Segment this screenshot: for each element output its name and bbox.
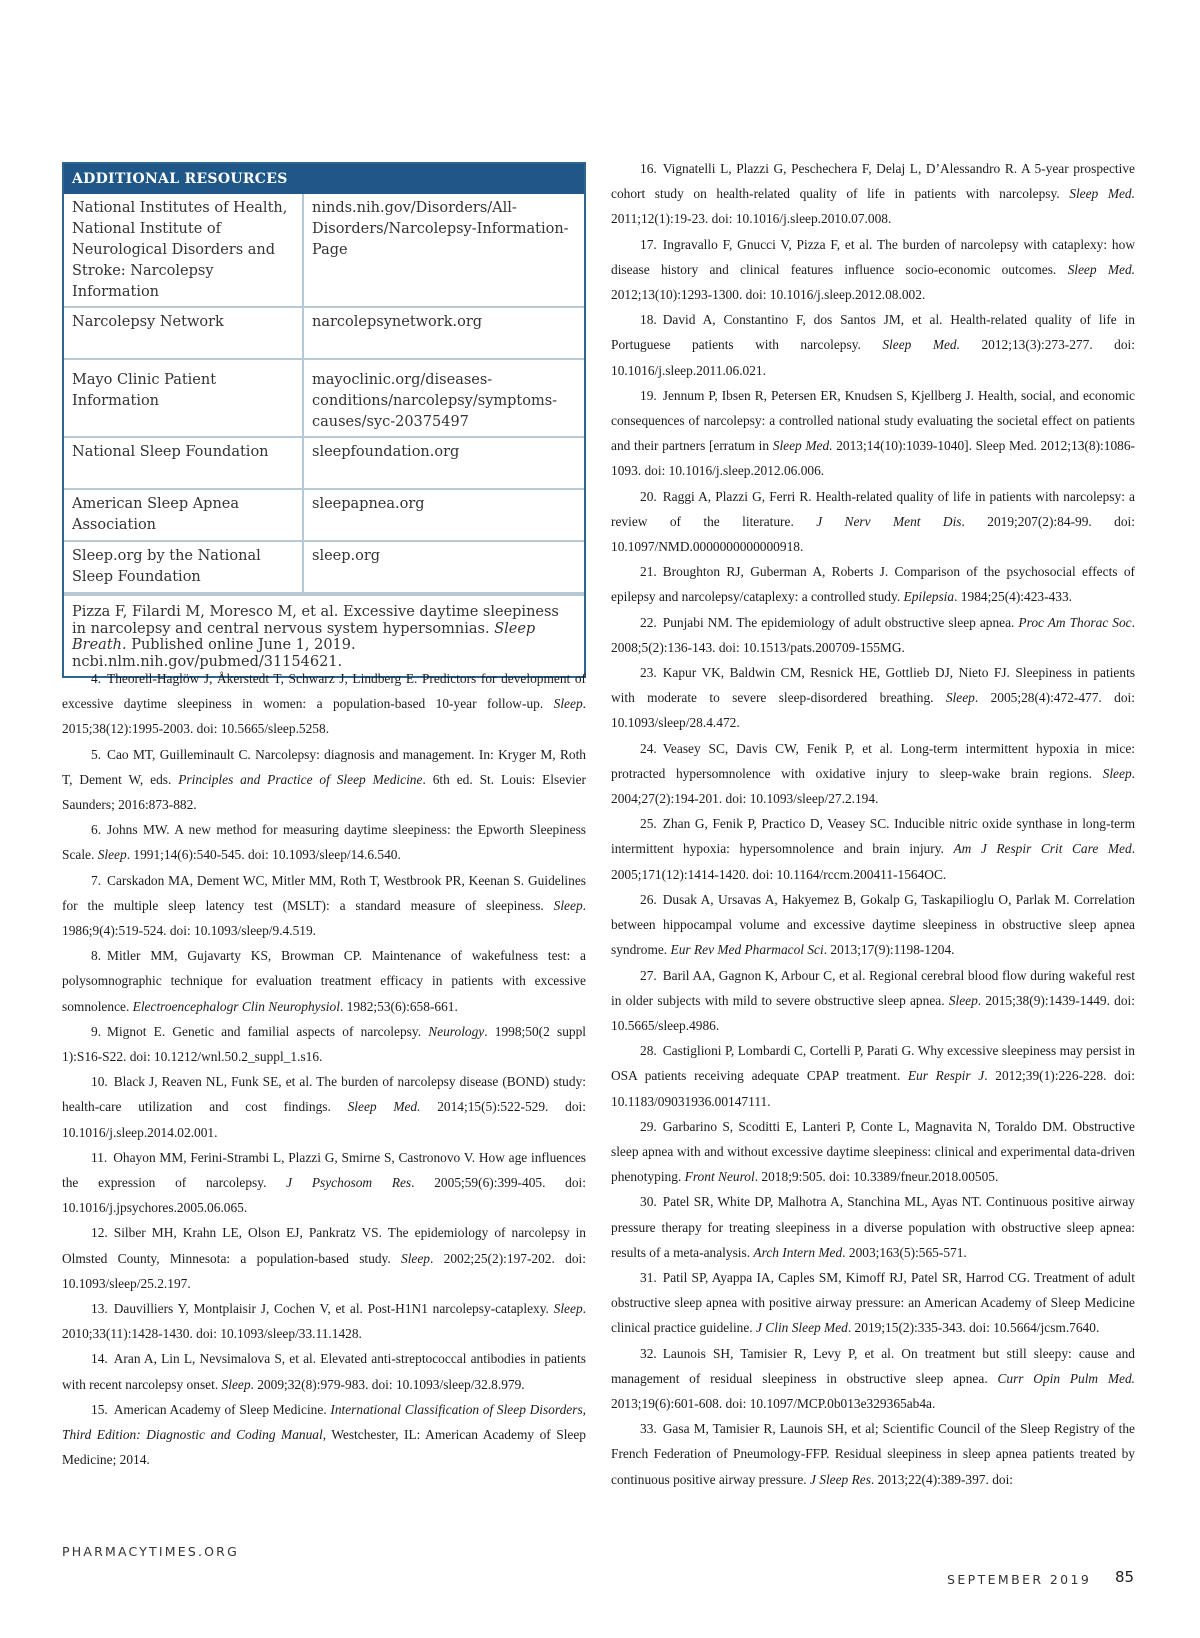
resource-name: Sleep.org by the National Sleep Foundation [64, 541, 303, 593]
reference-details: . 1998;50(2 suppl 1):S16-S22. doi: 10.1212/wnl.50.2_suppl_1.s16. [62, 1023, 586, 1065]
reference-number: 18. [640, 312, 657, 328]
resource-row [64, 194, 584, 307]
reference-item [611, 232, 1135, 308]
reference-text: Johns MW. A new method for measuring daytime sleepiness: the Epworth Sleepiness Scale. [62, 822, 586, 863]
reference-item [611, 736, 1135, 812]
reference-number: 26. [640, 891, 657, 907]
reference-number: 9. [91, 1023, 102, 1039]
reference-text: Baril AA, Gagnon K, Arbour C, et al. Regional cerebral blood flow during wakeful rest in older subjects with mild to severe obstructive sleep apnea. [611, 967, 1135, 1008]
reference-text: Mignot E. Genetic and familial aspects of narcolepsy. [107, 1023, 429, 1039]
reference-journal: Am J Respir Crit Care Med [953, 841, 1132, 857]
reference-journal: Arch Intern Med [753, 1244, 843, 1260]
resource-link[interactable]: sleepfoundation.org [303, 437, 584, 489]
reference-details: . 2018;9:505. doi: 10.3389/fneur.2018.00505. [754, 1169, 999, 1185]
reference-item [611, 887, 1135, 963]
reference-details: 2014;15(5):522-529. doi: 10.1016/j.sleep.2014.02.001. [62, 1099, 586, 1140]
reference-details: 2012;13(10):1293-1300. doi: 10.1016/j.sleep.2012.08.002. [611, 287, 926, 303]
additional-resources-box [62, 162, 586, 678]
citation-journal: Sleep Breath. [72, 620, 536, 653]
reference-text: Theorell-Haglöw J, Åkerstedt T, Schwarz J, Lindberg E. Predictors for development of excessive daytime sleepiness in women: a population-based 10-year follow-up. [62, 671, 586, 712]
reference-details: . 2002;25(2):197-202. doi: 10.1093/sleep/25.2.197. [62, 1250, 586, 1291]
resource-row [64, 437, 584, 489]
reference-item [62, 666, 586, 742]
resource-link[interactable]: ninds.nih.gov/Disorders/All-Disorders/Narcolepsy-Information-Page [303, 194, 584, 307]
reference-journal: Sleep [553, 696, 583, 712]
reference-item [611, 1114, 1135, 1190]
resource-link[interactable]: mayoclinic.org/diseases-conditions/narcolepsy/symptoms-causes/syc-20375497 [303, 359, 584, 437]
reference-journal: Eur Rev Med Pharmacol Sci [670, 942, 824, 958]
reference-journal: Sleep [97, 847, 127, 863]
reference-journal: J Clin Sleep Med [756, 1320, 848, 1336]
references-right-column [611, 156, 1135, 1492]
reference-journal: Sleep [948, 992, 978, 1008]
reference-number: 32. [640, 1345, 657, 1361]
reference-number: 28. [640, 1043, 657, 1059]
reference-item [62, 742, 586, 818]
reference-details: . 2009;32(8):979-983. doi: 10.1093/sleep/32.8.979. [250, 1376, 525, 1392]
reference-text: Cao MT, Guilleminault C. Narcolepsy: diagnosis and management. In: Kryger M, Roth T, Dement W, eds. [62, 746, 586, 787]
reference-number: 16. [640, 161, 657, 176]
reference-text: Ohayon MM, Ferini-Strambi L, Plazzi G, Smirne S, Castronovo V. How age influences the expression of narcolepsy. [62, 1149, 586, 1191]
reference-number: 7. [91, 872, 102, 888]
reference-details: . 2003;163(5):565-571. [842, 1244, 967, 1260]
reference-details: . 2019;15(2):335-343. doi: 10.5664/jcsm.7640. [847, 1320, 1100, 1336]
reference-number: 14. [91, 1351, 108, 1367]
reference-details: . 2004;27(2):194-201. doi: 10.1093/sleep/27.2.194. [611, 765, 1135, 807]
reference-journal: J Sleep Res [809, 1471, 871, 1487]
reference-journal: Sleep [553, 897, 583, 913]
resource-name: Narcolepsy Network [64, 307, 303, 359]
reference-item [611, 1189, 1135, 1265]
reference-item [62, 1145, 586, 1221]
reference-text: Jennum P, Ibsen R, Petersen ER, Knudsen S, Kjellberg J. Health, social, and economic consequences of narcolepsy: a controlled national study evaluating the societal effect on patients and their partners [erratum in [611, 387, 1135, 454]
reference-text: Aran A, Lin L, Nevsimalova S, et al. Elevated anti-streptococcal antibodies in patients with recent narcolepsy onset. [62, 1351, 586, 1392]
reference-number: 11. [91, 1149, 108, 1165]
reference-number: 22. [640, 614, 657, 630]
reference-text: Patil SP, Ayappa IA, Caples SM, Kimoff RJ, Patel SR, Harrod CG. Treatment of adult obstructive sleep apnea with positive airway pressure: an American Academy of Sleep Medicine clinical practice guideline. [611, 1269, 1135, 1336]
reference-journal: Sleep Med. [347, 1099, 421, 1115]
reference-text: Garbarino S, Scoditti E, Lanteri P, Conte L, Magnavita N, Toraldo DM. Obstructive sleep apnea with and without excessive daytime sleepiness: clinical and experimental data-driven phenotyping. [611, 1118, 1135, 1185]
reference-number: 12. [91, 1225, 108, 1241]
reference-details: . 2019;207(2):84-99. doi: 10.1097/NMD.0000000000000918. [611, 513, 1136, 555]
reference-journal: Sleep [221, 1376, 251, 1392]
reference-details: . 2005;28(4):472-477. doi: 10.1093/sleep/28.4.472. [611, 690, 1135, 731]
reference-details: . 2005;59(6):399-405. doi: 10.1016/j.jpsychores.2005.06.065. [62, 1175, 586, 1216]
reference-item [62, 868, 586, 944]
reference-journal: Epilepsia [903, 589, 955, 605]
reference-journal: Front Neurol [684, 1169, 755, 1185]
reference-text: Silber MH, Krahn LE, Olson EJ, Pankratz VS. The epidemiology of narcolepsy in Olmsted County, Minnesota: a population-based study. [62, 1225, 586, 1266]
reference-details: . 1986;9(4):519-524. doi: 10.1093/sleep/9.4.519. [62, 897, 586, 939]
reference-number: 5. [91, 746, 102, 762]
reference-item [611, 610, 1135, 660]
citation-text-end: Published online June 1, 2019. ncbi.nlm.nih.gov/pubmed/31154621. [72, 637, 356, 670]
reference-text: Dusak A, Ursavas A, Hakyemez B, Gokalp G, Taskapilioglu O, Parlak M. Correlation between hippocampal volume and excessive daytime sleepiness in obstructive sleep apnea syndrome. [611, 891, 1135, 958]
reference-details: . 6th ed. St. Louis: Elsevier Saunders; 2016:873-882. [62, 771, 587, 813]
reference-journal: International Classification of Sleep Disorders, Third Edition: Diagnostic and Coding Manual, [62, 1401, 586, 1443]
reference-number: 19. [640, 387, 657, 403]
reference-number: 17. [640, 236, 657, 252]
reference-item [611, 156, 1135, 232]
resource-row [64, 541, 584, 593]
reference-item [611, 1416, 1135, 1492]
reference-journal: J Nerv Ment Dis [816, 513, 962, 529]
reference-text: Vignatelli L, Plazzi G, Peschechera F, Delaj L, D’Alessandro R. A 5-year prospective cohort study on health-related quality of life in patients with narcolepsy. [611, 161, 1135, 202]
reference-journal: Principles and Practice of Sleep Medicine [178, 771, 423, 787]
reference-journal: Sleep [553, 1301, 583, 1317]
reference-journal: Electroencephalogr Clin Neurophysiol [132, 998, 340, 1014]
reference-details: . 1984;25(4):423-433. [954, 589, 1073, 605]
reference-number: 31. [640, 1269, 657, 1285]
resource-name: National Institutes of Health, National Institute of Neurological Disorders and Stroke: Narcolepsy Information [64, 194, 303, 307]
reference-details: . 2010;33(11):1428-1430. doi: 10.1093/sleep/33.11.1428. [62, 1301, 586, 1342]
references-left-column [62, 666, 586, 1473]
resource-row [64, 489, 584, 541]
reference-text: Patel SR, White DP, Malhotra A, Stanchina ML, Ayas NT. Continuous positive airway pressure therapy for treating sleepiness in a diverse population with obstructive sleep apnea: results of a meta-analysis. [611, 1194, 1135, 1260]
reference-details: . 1991;14(6):540-545. doi: 10.1093/sleep/14.6.540. [126, 847, 401, 863]
reference-text: Castiglioni P, Lombardi C, Cortelli P, Parati G. Why excessive sleepiness may persist in OSA patients receiving adequate CPAP treatment. [611, 1043, 1135, 1084]
resource-name: American Sleep Apnea Association [64, 489, 303, 541]
resources-table [64, 194, 584, 594]
reference-details: . 2013;22(4):389-397. doi: [870, 1471, 1014, 1487]
reference-item [62, 1069, 586, 1145]
reference-item [611, 1265, 1135, 1341]
reference-text: Veasey SC, Davis CW, Fenik P, et al. Long-term intermittent hypoxia in mice: protracted hypersomnolence with oxidative injury to sleep-wake brain regions. [611, 740, 1135, 781]
reference-details: . 2013;17(9):1198-1204. [823, 942, 955, 958]
footer-date: SEPTEMBER 2019 [947, 1572, 1092, 1587]
reference-number: 10. [91, 1074, 108, 1090]
reference-number: 24. [640, 740, 657, 756]
reference-item [62, 817, 586, 867]
reference-number: 25. [640, 816, 657, 832]
reference-journal: Eur Respir J [907, 1068, 985, 1084]
reference-text: Carskadon MA, Dement WC, Mitler MM, Roth T, Westbrook PR, Keenan S. Guidelines for the multiple sleep latency test (MSLT): a standard measure of sleepiness. [62, 872, 586, 913]
reference-text: David A, Constantino F, dos Santos JM, et al. Health-related quality of life in Portuguese patients with narcolepsy. [611, 312, 1135, 353]
reference-item [62, 1296, 586, 1346]
resource-link[interactable]: sleep.org [303, 541, 584, 593]
resource-link[interactable]: sleepapnea.org [303, 489, 584, 541]
reference-item [62, 1397, 586, 1473]
reference-item [62, 943, 586, 1019]
reference-text: Gasa M, Tamisier R, Launois SH, et al; Scientific Council of the Sleep Registry of the French Federation of Pneumology-FFP. Residual sleepiness in sleep apnea patients treated by continuous positive airway pressure. [611, 1421, 1135, 1487]
reference-number: 29. [640, 1118, 657, 1134]
reference-text: Broughton RJ, Guberman A, Roberts J. Comparison of the psychosocial effects of epilepsy and narcolepsy/cataplexy: a controlled study. [611, 564, 1135, 605]
reference-item [611, 559, 1135, 609]
reference-number: 21. [640, 564, 657, 580]
reference-number: 27. [640, 967, 657, 983]
reference-number: 33. [640, 1421, 657, 1437]
reference-item [62, 1220, 586, 1296]
reference-journal: Sleep Med. [882, 337, 960, 353]
reference-journal: Sleep [945, 690, 975, 706]
reference-text: Ingravallo F, Gnucci V, Pizza F, et al. The burden of narcolepsy with cataplexy: how disease history and clinical features influence socio-economic outcomes. [611, 236, 1135, 277]
reference-text: Launois SH, Tamisier R, Levy P, et al. On treatment but still sleepy: cause and management of residual sleepiness in obstructive sleep apnea. [611, 1345, 1135, 1386]
reference-text: Black J, Reaven NL, Funk SE, et al. The burden of narcolepsy disease (BOND) study: health-care utilization and cost findings. [62, 1074, 586, 1115]
reference-text: Dauvilliers Y, Montplaisir J, Cochen V, et al. Post-H1N1 narcolepsy-cataplexy. [113, 1301, 554, 1317]
reference-text: Raggi A, Plazzi G, Ferri R. Health-related quality of life in patients with narcolepsy: a review of the literature. [611, 488, 1135, 529]
resource-link[interactable]: narcolepsynetwork.org [303, 307, 584, 359]
reference-journal: Neurology [428, 1023, 485, 1039]
footer-site: PHARMACYTIMES.ORG [62, 1544, 239, 1559]
page-number: 85 [1115, 1568, 1135, 1586]
reference-details: . 1982;53(6):658-661. [339, 998, 458, 1014]
reference-details: . 2015;38(12):1995-2003. doi: 10.5665/sleep.5258. [62, 696, 586, 737]
reference-details: . 2015;38(9):1439-1449. doi: 10.5665/sleep.4986. [611, 992, 1135, 1033]
reference-details: . 2012;39(1):226-228. doi: 10.1183/09031936.00147111. [611, 1068, 1135, 1109]
resource-row [64, 307, 584, 359]
reference-item [611, 963, 1135, 1039]
reference-details: Westchester, IL: American Academy of Sleep Medicine; 2014. [62, 1427, 586, 1468]
resource-citation [64, 594, 584, 676]
reference-details: . 2008;5(2):136-143. doi: 10.1513/pats.200709-155MG. [611, 614, 1135, 655]
reference-number: 6. [91, 822, 102, 838]
reference-item [62, 1019, 586, 1069]
reference-text: Mitler MM, Gujavarty KS, Browman CP. Maintenance of wakefulness test: a polysomnographic technique for evaluation treatment efficacy in patients with excessive somnolence. [62, 948, 586, 1014]
resource-name: National Sleep Foundation [64, 437, 303, 489]
reference-journal: Sleep Med. [772, 438, 833, 454]
reference-text: American Academy of Sleep Medicine. [113, 1401, 331, 1417]
reference-item [611, 811, 1135, 887]
reference-text: Kapur VK, Baldwin CM, Resnick HE, Gottlieb DJ, Nieto FJ. Sleepiness in patients with moderate to severe sleep-disordered breathing. [611, 665, 1135, 706]
resource-name: Mayo Clinic Patient Information [64, 359, 303, 437]
reference-text: Punjabi NM. The epidemiology of adult obstructive sleep apnea. [662, 614, 1019, 630]
reference-journal: Proc Am Thorac Soc [1018, 614, 1132, 630]
reference-number: 8. [91, 948, 102, 964]
reference-item [611, 484, 1135, 560]
citation-text: Pizza F, Filardi M, Moresco M, et al. Excessive daytime sleepiness in narcolepsy and central nervous system hypersomnias. [72, 604, 559, 637]
reference-number: 4. [91, 671, 102, 686]
reference-item [611, 1038, 1135, 1114]
reference-number: 20. [640, 488, 657, 504]
reference-details: 2013;14(10):1039-1040]. Sleep Med. 2012;13(8):1086-1093. doi: 10.1016/j.sleep.2012.06.006. [611, 438, 1135, 479]
reference-journal: Sleep [1102, 765, 1132, 781]
reference-item [611, 660, 1135, 736]
reference-details: 2011;12(1):19-23. doi: 10.1016/j.sleep.2010.07.008. [611, 211, 892, 227]
reference-number: 13. [91, 1301, 108, 1317]
reference-number: 15. [91, 1401, 108, 1417]
reference-number: 30. [640, 1194, 657, 1210]
reference-text: Zhan G, Fenik P, Practico D, Veasey SC. Inducible nitric oxide synthase in long-term intermittent hypoxia: hypersomnolence and brain injury. [611, 816, 1135, 857]
resources-header: ADDITIONAL RESOURCES [64, 164, 584, 194]
reference-details: 2013;19(6):601-608. doi: 10.1097/MCP.0b013e329365ab4a. [611, 1395, 936, 1411]
reference-journal: Sleep Med. [1069, 186, 1135, 202]
reference-item [62, 1346, 586, 1396]
reference-number: 23. [640, 665, 657, 681]
reference-journal: J Psychosom Res [286, 1175, 412, 1191]
reference-item [611, 1341, 1135, 1417]
reference-journal: Sleep Med. [1067, 261, 1135, 277]
reference-journal: Sleep [401, 1250, 430, 1266]
reference-item [611, 383, 1135, 484]
reference-journal: Curr Opin Pulm Med. [997, 1370, 1135, 1386]
reference-details: 2012;13(3):273-277. doi: 10.1016/j.sleep.2011.06.021. [611, 337, 1135, 378]
resource-row [64, 359, 584, 437]
reference-details: . 2005;171(12):1414-1420. doi: 10.1164/rccm.200411-1564OC. [611, 841, 1135, 882]
reference-item [611, 307, 1135, 383]
